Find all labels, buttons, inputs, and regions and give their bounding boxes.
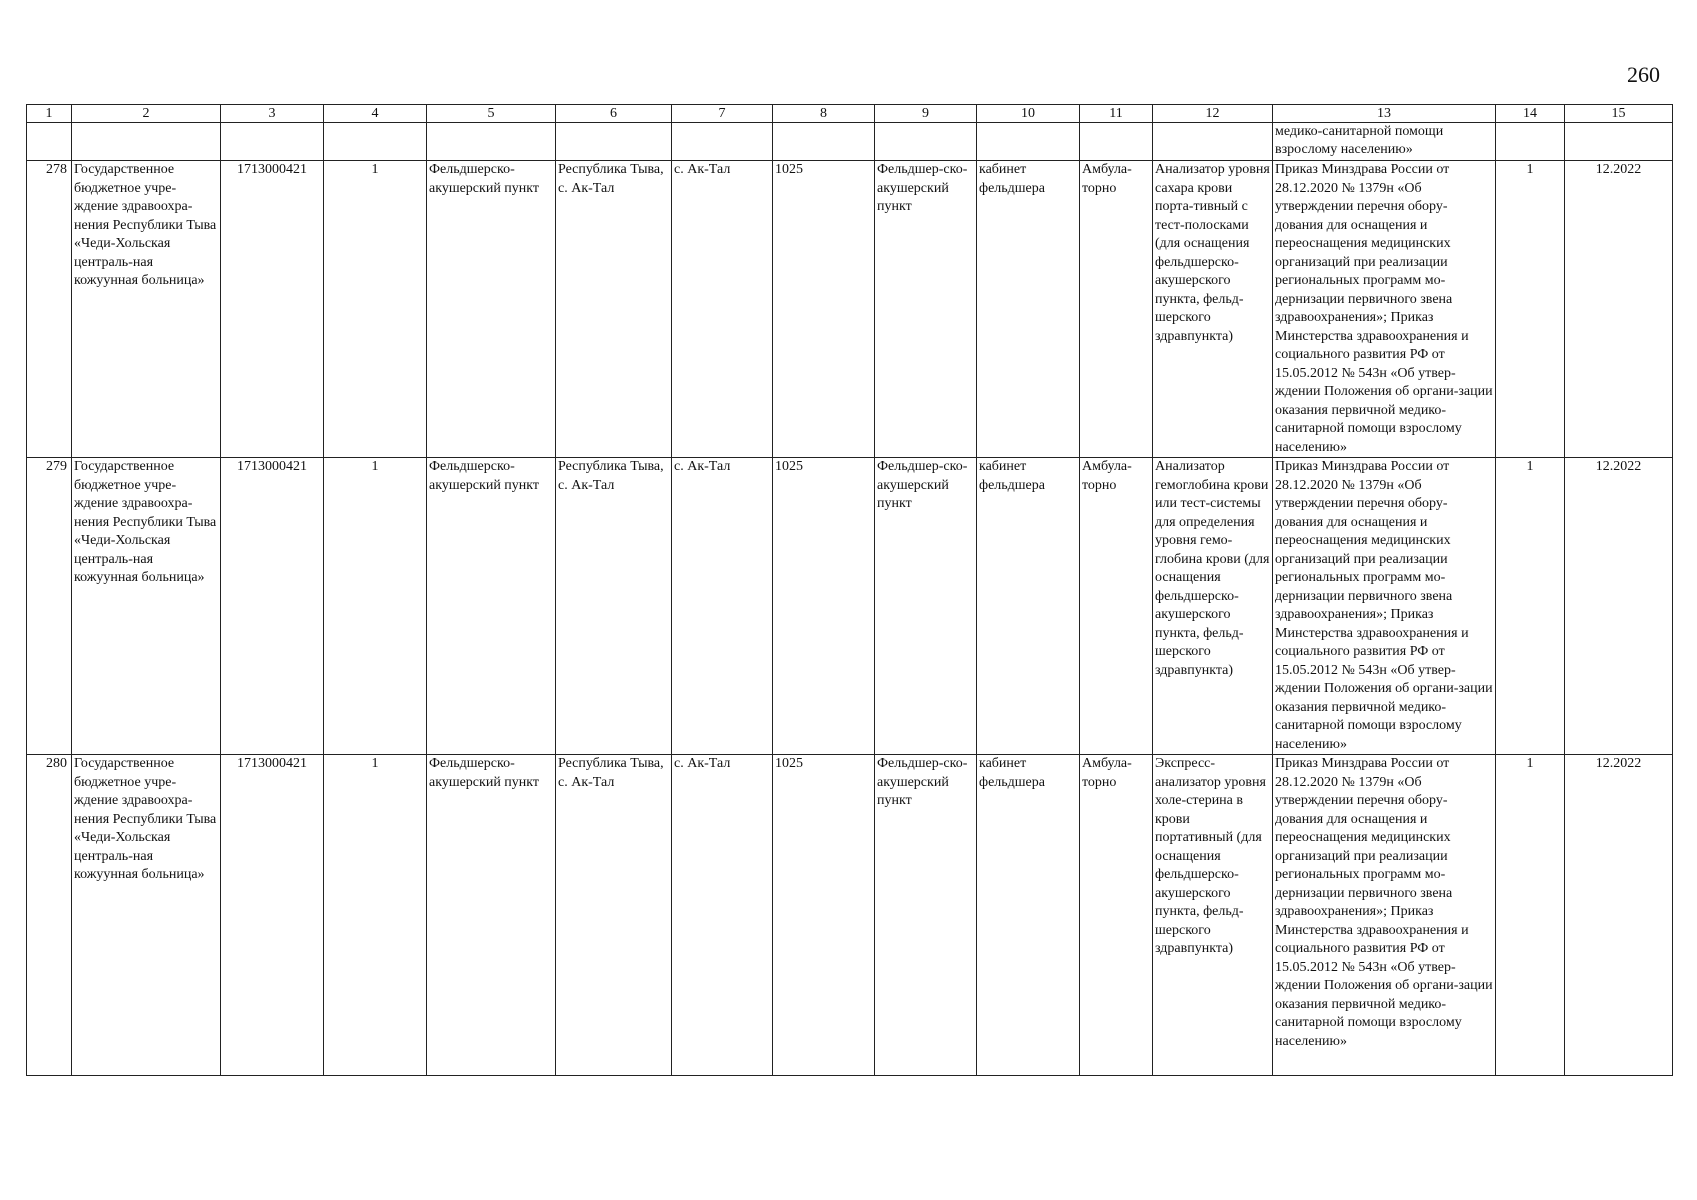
region-cell: Республика Тыва, с. Ак-Тал	[556, 161, 672, 458]
equipment-cell: Анализатор уровня сахара крови порта-тивный с тест-полосками (для оснащения фельдшерско-акушерского пункта, фельд-шерского здравпункта)	[1153, 161, 1273, 458]
table-cell	[773, 123, 875, 161]
table-cell	[556, 123, 672, 161]
inn-cell: 1713000421	[221, 161, 324, 458]
date-cell: 12.2022	[1565, 161, 1673, 458]
locality-cell: с. Ак-Тал	[672, 755, 773, 1076]
table-cell	[1153, 123, 1273, 161]
table-cell	[427, 123, 556, 161]
organization-cell: Государственное бюджетное учре-ждение здравоохра-нения Республики Тыва «Чеди-Хольская централь-ная кожуунная больница»	[72, 458, 221, 755]
table-cell	[72, 123, 221, 161]
table-cell	[221, 123, 324, 161]
care-type-cell: Амбула-торно	[1080, 161, 1153, 458]
locality-cell: с. Ак-Тал	[672, 458, 773, 755]
table-cell	[27, 123, 72, 161]
row-number-cell: 278	[27, 161, 72, 458]
page-number: 260	[1627, 62, 1660, 87]
code-cell: 1025	[773, 755, 875, 1076]
column-header: 4	[324, 105, 427, 123]
table-cell	[324, 123, 427, 161]
unit-cell: Фельдшер-ско-акушерский пункт	[875, 458, 977, 755]
date-cell: 12.2022	[1565, 755, 1673, 1076]
facility-type-cell: Фельдшерско-акушерский пункт	[427, 458, 556, 755]
quantity-cell: 1	[1496, 458, 1565, 755]
column-number-row	[27, 105, 1673, 123]
table-cell	[1565, 123, 1673, 161]
continuation-basis-cell: медико-санитарной помощи взрослому населению»	[1273, 123, 1496, 161]
table-cell	[875, 123, 977, 161]
organization-cell: Государственное бюджетное учре-ждение здравоохра-нения Республики Тыва «Чеди-Хольская централь-ная кожуунная больница»	[72, 161, 221, 458]
column-header: 11	[1080, 105, 1153, 123]
facility-type-cell: Фельдшерско-акушерский пункт	[427, 161, 556, 458]
column-header: 7	[672, 105, 773, 123]
care-type-cell: Амбула-торно	[1080, 755, 1153, 1076]
care-type-cell: Амбула-торно	[1080, 458, 1153, 755]
column-header: 13	[1273, 105, 1496, 123]
column-header: 3	[221, 105, 324, 123]
inn-cell: 1713000421	[221, 755, 324, 1076]
unit-cell: Фельдшер-ско-акушерский пункт	[875, 755, 977, 1076]
continuation-row	[27, 123, 1673, 161]
row-number-cell: 280	[27, 755, 72, 1076]
quantity-cell: 1	[1496, 161, 1565, 458]
column-header: 5	[427, 105, 556, 123]
region-cell: Республика Тыва, с. Ак-Тал	[556, 755, 672, 1076]
table-row	[27, 458, 1673, 755]
facility-type-cell: Фельдшерско-акушерский пункт	[427, 755, 556, 1076]
register-table	[26, 104, 1673, 1076]
equipment-cell: Анализатор гемоглобина крови или тест-системы для определения уровня гемо-глобина крови (для оснащения фельдшерско-акушерского пункта, фельд-шерского здравпункта)	[1153, 458, 1273, 755]
column-header: 8	[773, 105, 875, 123]
locality-cell: с. Ак-Тал	[672, 161, 773, 458]
column-header: 9	[875, 105, 977, 123]
column-4-cell: 1	[324, 458, 427, 755]
column-4-cell: 1	[324, 755, 427, 1076]
column-header: 12	[1153, 105, 1273, 123]
column-header: 14	[1496, 105, 1565, 123]
legal-basis-cell: Приказ Минздрава России от 28.12.2020 № 1379н «Об утверждении перечня обору-дования для оснащения и переоснащения медицинских организаций при реализации региональных программ мо-дернизации первичного звена здравоохранения»; Приказ Минстерства здравоохранения и социального развития РФ от 15.05.2012 № 543н «Об утвер-ждении Положения об органи-зации оказания первичной медико-санитарной помощи взрослому населению»	[1273, 755, 1496, 1076]
table-row	[27, 161, 1673, 458]
column-header: 6	[556, 105, 672, 123]
legal-basis-cell: Приказ Минздрава России от 28.12.2020 № 1379н «Об утверждении перечня обору-дования для оснащения и переоснащения медицинских организаций при реализации региональных программ мо-дернизации первичного звена здравоохранения»; Приказ Минстерства здравоохранения и социального развития РФ от 15.05.2012 № 543н «Об утвер-ждении Положения об органи-зации оказания первичной медико-санитарной помощи взрослому населению»	[1273, 458, 1496, 755]
column-header: 10	[977, 105, 1080, 123]
table-row	[27, 755, 1673, 1076]
table-cell	[672, 123, 773, 161]
inn-cell: 1713000421	[221, 458, 324, 755]
row-number-cell: 279	[27, 458, 72, 755]
organization-cell: Государственное бюджетное учре-ждение здравоохра-нения Республики Тыва «Чеди-Хольская централь-ная кожуунная больница»	[72, 755, 221, 1076]
code-cell: 1025	[773, 458, 875, 755]
quantity-cell: 1	[1496, 755, 1565, 1076]
region-cell: Республика Тыва, с. Ак-Тал	[556, 458, 672, 755]
table-cell	[1496, 123, 1565, 161]
room-cell: кабинет фельдшера	[977, 458, 1080, 755]
legal-basis-cell: Приказ Минздрава России от 28.12.2020 № 1379н «Об утверждении перечня обору-дования для оснащения и переоснащения медицинских организаций при реализации региональных программ мо-дернизации первичного звена здравоохранения»; Приказ Минстерства здравоохранения и социального развития РФ от 15.05.2012 № 543н «Об утвер-ждении Положения об органи-зации оказания первичной медико-санитарной помощи взрослому населению»	[1273, 161, 1496, 458]
code-cell: 1025	[773, 161, 875, 458]
column-4-cell: 1	[324, 161, 427, 458]
date-cell: 12.2022	[1565, 458, 1673, 755]
room-cell: кабинет фельдшера	[977, 161, 1080, 458]
table-cell	[1080, 123, 1153, 161]
table-cell	[977, 123, 1080, 161]
equipment-cell: Экспресс-анализатор уровня холе-стерина в крови портативный (для оснащения фельдшерско-акушерского пункта, фельд-шерского здравпункта)	[1153, 755, 1273, 1076]
room-cell: кабинет фельдшера	[977, 755, 1080, 1076]
unit-cell: Фельдшер-ско-акушерский пункт	[875, 161, 977, 458]
column-header: 15	[1565, 105, 1673, 123]
column-header: 1	[27, 105, 72, 123]
column-header: 2	[72, 105, 221, 123]
